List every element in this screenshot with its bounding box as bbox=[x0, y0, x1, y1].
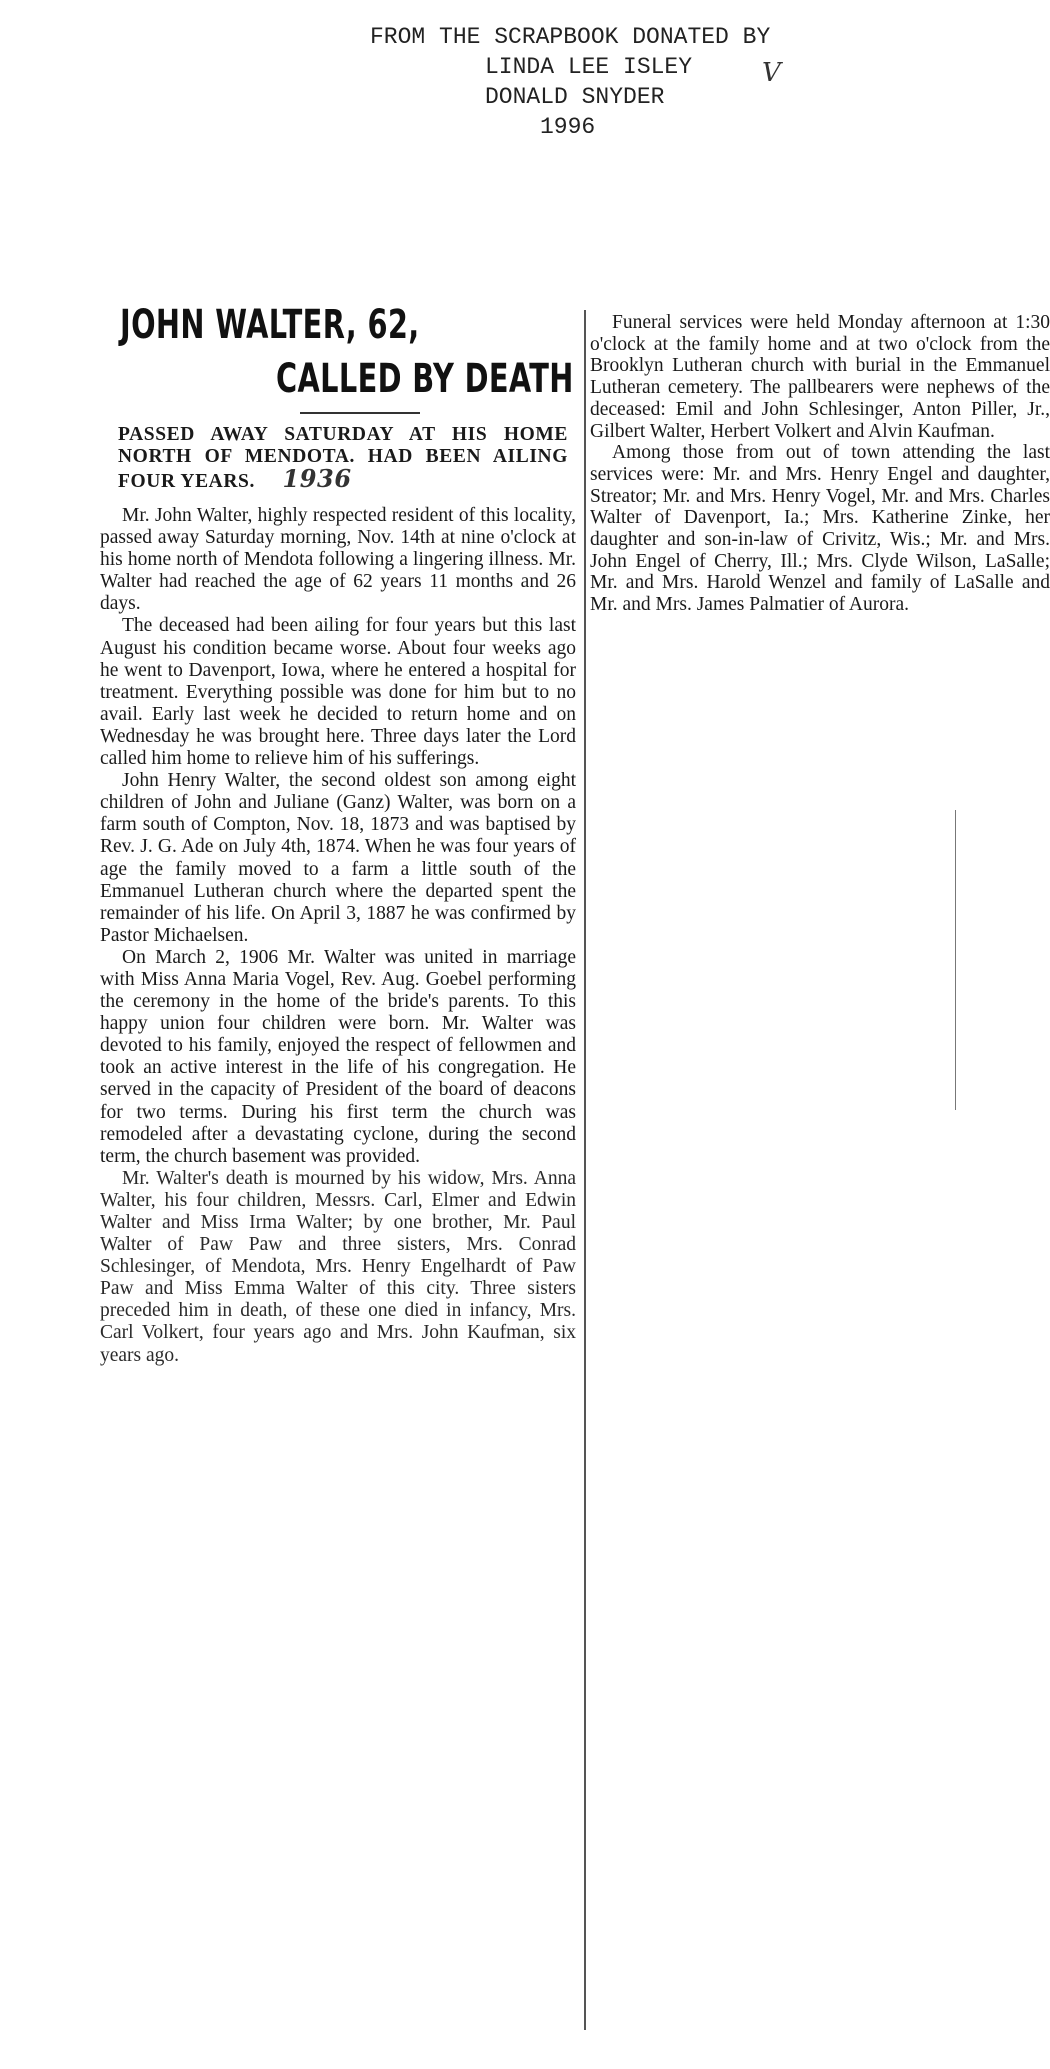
newspaper-clipping bbox=[78, 282, 1050, 2042]
handwritten-checkmark: V bbox=[762, 58, 781, 88]
header-line-year: 1996 bbox=[540, 114, 596, 140]
handwritten-year-annotation: 1936 bbox=[282, 464, 352, 493]
right-column-rule bbox=[955, 810, 956, 1110]
column-divider bbox=[584, 310, 586, 2030]
scrapbook-header bbox=[370, 22, 890, 142]
paragraph-5: Mr. Walter's death is mourned by his widow, Mrs. Anna Walter, his four children, Messrs. Carl, Elmer and Edwin Walter and Miss Irma Walter; by one brother, Mr. Paul Walter of Paw Paw and three sisters, Mrs. Conrad Schlesinger, of Mendota, Mrs. Henry Engelhardt of Paw Paw and Miss Emma Walter of this city. Three sisters preceded him in death, of these one died in infancy, Mrs. Carl Volkert, four years ago and Mrs. John Kaufman, six years ago. bbox=[100, 1167, 576, 1366]
article-deck bbox=[118, 424, 568, 493]
article-column-right bbox=[590, 312, 1050, 616]
header-line-donated: FROM THE SCRAPBOOK DONATED BY bbox=[370, 24, 771, 50]
paragraph-attendees: Among those from out of town attending the last services were: Mr. and Mrs. Henry Engel and daughter, Streator; Mr. and Mrs. Henry Vogel, Mr. and Mrs. Charles Walter of Davenport, Ia.; Mrs. Katherine Zinke, her daughter and son-in-law of Crivitz, Wis.; Mr. and Mrs. John Engel of Cherry, Ill.; Mrs. Clyde Wilson, LaSalle; Mr. and Mrs. Harold Wenzel and family of LaSalle and Mr. and Mrs. James Palmatier of Aurora. bbox=[590, 442, 1050, 616]
paragraph-2: The deceased had been ailing for four years but this last August his condition became worse. About four weeks ago he went to Davenport, Iowa, where he entered a hospital for treatment. Everything possible was done for him but to no avail. Early last week he decided to return home and on Wednesday he was brought here. Three days later the Lord called him home to relieve him of his sufferings. bbox=[100, 615, 576, 770]
header-line-donor-2: DONALD SNYDER bbox=[485, 84, 665, 110]
paragraph-1: Mr. John Walter, highly respected resident of this locality, passed away Saturday morning, Nov. 14th at nine o'clock at his home north of Mendota following a lingering illness. Mr. Walter had reached the age of 62 years 11 months and 26 days. bbox=[100, 505, 576, 615]
deck-text: PASSED AWAY SATURDAY AT HIS HOME NORTH OF MENDOTA. HAD BEEN AILING FOUR YEARS. bbox=[118, 424, 568, 492]
article-column-left bbox=[100, 300, 576, 1367]
headline-rule bbox=[300, 412, 420, 414]
headline-line-1: JOHN WALTER, 62, bbox=[120, 302, 420, 348]
paragraph-4: On March 2, 1906 Mr. Walter was united in marriage with Miss Anna Maria Vogel, Rev. Aug. Goebel performing the ceremony in the home of the bride's parents. To this happy union four children were born. Mr. Walter was devoted to his family, enjoyed the respect of fellowmen and took an active interest in the life of his congregation. He served in the capacity of President of the board of deacons for two terms. During his first term the church was remodeled after a devastating cyclone, during the second term, the church basement was provided. bbox=[100, 946, 576, 1167]
paragraph-funeral: Funeral services were held Monday afternoon at 1:30 o'clock at the family home and at two o'clock from the Brooklyn Lutheran church with burial in the Emmanuel Lutheran cemetery. The pallbearers were nephews of the deceased: Emil and John Schlesinger, Anton Piller, Jr., Gilbert Walter, Herbert Volkert and Alvin Kaufman. bbox=[590, 312, 1050, 442]
header-line-donor-1: LINDA LEE ISLEY bbox=[485, 54, 693, 80]
paragraph-3: John Henry Walter, the second oldest son among eight children of John and Juliane (Ganz) Walter, was born on a farm south of Compton, Nov. 18, 1873 and was baptised by Rev. J. G. Ade on July 4th, 1874. When he was four years of age the family moved to a farm a little south of the Emmanuel Lutheran church where the departed spent the remainder of his life. On April 3, 1887 he was confirmed by Pastor Michaelsen. bbox=[100, 770, 576, 946]
headline-line-2: CALLED BY DEATH bbox=[276, 356, 574, 402]
